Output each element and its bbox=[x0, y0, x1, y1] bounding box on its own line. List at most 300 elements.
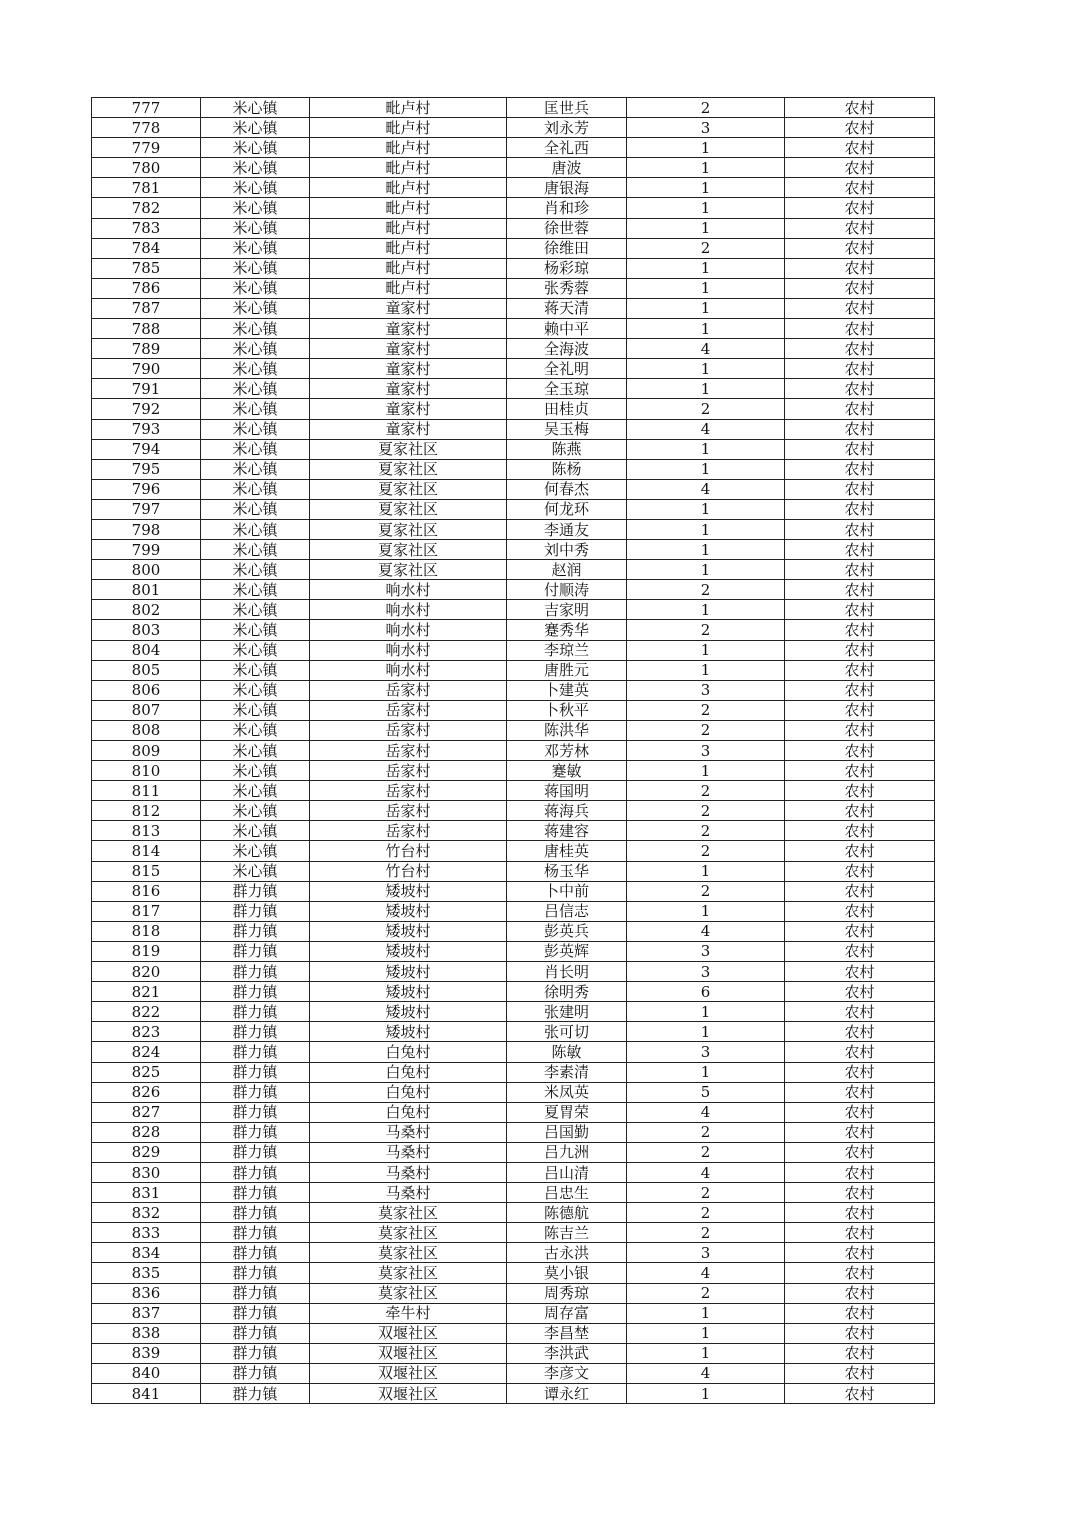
cell-index: 817 bbox=[92, 901, 201, 921]
cell-village: 白兔村 bbox=[310, 1082, 507, 1102]
cell-count: 1 bbox=[627, 519, 785, 539]
cell-count: 1 bbox=[627, 1323, 785, 1343]
cell-index: 800 bbox=[92, 560, 201, 580]
cell-count: 2 bbox=[627, 1223, 785, 1243]
cell-type: 农村 bbox=[785, 258, 935, 278]
cell-town: 米心镇 bbox=[201, 278, 310, 298]
cell-town: 群力镇 bbox=[201, 921, 310, 941]
cell-type: 农村 bbox=[785, 218, 935, 238]
cell-village: 莫家社区 bbox=[310, 1263, 507, 1283]
cell-type: 农村 bbox=[785, 741, 935, 761]
cell-type: 农村 bbox=[785, 399, 935, 419]
cell-count: 1 bbox=[627, 901, 785, 921]
cell-village: 马桑村 bbox=[310, 1122, 507, 1142]
cell-village: 马桑村 bbox=[310, 1142, 507, 1162]
cell-index: 838 bbox=[92, 1323, 201, 1343]
cell-town: 米心镇 bbox=[201, 178, 310, 198]
cell-count: 2 bbox=[627, 580, 785, 600]
table-row bbox=[92, 801, 935, 821]
cell-index: 808 bbox=[92, 720, 201, 740]
cell-town: 群力镇 bbox=[201, 1283, 310, 1303]
cell-type: 农村 bbox=[785, 1343, 935, 1363]
table-row bbox=[92, 459, 935, 479]
cell-town: 米心镇 bbox=[201, 359, 310, 379]
cell-count: 5 bbox=[627, 1082, 785, 1102]
cell-village: 牵牛村 bbox=[310, 1303, 507, 1323]
cell-index: 802 bbox=[92, 600, 201, 620]
cell-name: 吕信志 bbox=[507, 901, 627, 921]
table-row bbox=[92, 379, 935, 399]
cell-count: 1 bbox=[627, 640, 785, 660]
cell-name: 蒋建容 bbox=[507, 821, 627, 841]
cell-village: 童家村 bbox=[310, 298, 507, 318]
table-row bbox=[92, 680, 935, 700]
cell-village: 毗卢村 bbox=[310, 138, 507, 158]
table-row bbox=[92, 1183, 935, 1203]
table-row bbox=[92, 781, 935, 801]
cell-town: 群力镇 bbox=[201, 1062, 310, 1082]
cell-type: 农村 bbox=[785, 278, 935, 298]
cell-name: 彭英兵 bbox=[507, 921, 627, 941]
cell-count: 4 bbox=[627, 921, 785, 941]
table-row bbox=[92, 982, 935, 1002]
cell-name: 蒋海兵 bbox=[507, 801, 627, 821]
table-row bbox=[92, 1062, 935, 1082]
cell-name: 唐桂英 bbox=[507, 841, 627, 861]
cell-index: 785 bbox=[92, 258, 201, 278]
table-row bbox=[92, 1263, 935, 1283]
cell-index: 823 bbox=[92, 1022, 201, 1042]
cell-village: 岳家村 bbox=[310, 720, 507, 740]
table-row bbox=[92, 519, 935, 539]
cell-count: 4 bbox=[627, 1363, 785, 1383]
cell-count: 1 bbox=[627, 359, 785, 379]
table-row bbox=[92, 1082, 935, 1102]
cell-index: 836 bbox=[92, 1283, 201, 1303]
table-row bbox=[92, 1343, 935, 1363]
cell-count: 1 bbox=[627, 540, 785, 560]
cell-count: 1 bbox=[627, 439, 785, 459]
cell-town: 米心镇 bbox=[201, 821, 310, 841]
cell-type: 农村 bbox=[785, 1323, 935, 1343]
table-row bbox=[92, 580, 935, 600]
cell-village: 竹台村 bbox=[310, 841, 507, 861]
cell-type: 农村 bbox=[785, 158, 935, 178]
cell-town: 群力镇 bbox=[201, 1022, 310, 1042]
cell-village: 毗卢村 bbox=[310, 178, 507, 198]
cell-village: 马桑村 bbox=[310, 1183, 507, 1203]
table-row bbox=[92, 419, 935, 439]
cell-count: 1 bbox=[627, 1384, 785, 1404]
cell-type: 农村 bbox=[785, 1243, 935, 1263]
cell-index: 827 bbox=[92, 1102, 201, 1122]
cell-village: 白兔村 bbox=[310, 1102, 507, 1122]
cell-town: 米心镇 bbox=[201, 419, 310, 439]
cell-type: 农村 bbox=[785, 178, 935, 198]
cell-count: 1 bbox=[627, 1022, 785, 1042]
cell-town: 群力镇 bbox=[201, 1122, 310, 1142]
cell-index: 822 bbox=[92, 1002, 201, 1022]
cell-type: 农村 bbox=[785, 660, 935, 680]
cell-name: 全玉琼 bbox=[507, 379, 627, 399]
cell-name: 付顺涛 bbox=[507, 580, 627, 600]
cell-type: 农村 bbox=[785, 1384, 935, 1404]
cell-count: 4 bbox=[627, 419, 785, 439]
cell-count: 3 bbox=[627, 1243, 785, 1263]
cell-type: 农村 bbox=[785, 821, 935, 841]
cell-town: 米心镇 bbox=[201, 499, 310, 519]
cell-count: 1 bbox=[627, 761, 785, 781]
cell-village: 夏家社区 bbox=[310, 560, 507, 580]
cell-town: 米心镇 bbox=[201, 218, 310, 238]
cell-town: 群力镇 bbox=[201, 1243, 310, 1263]
cell-type: 农村 bbox=[785, 1022, 935, 1042]
cell-name: 蹇敏 bbox=[507, 761, 627, 781]
cell-town: 米心镇 bbox=[201, 258, 310, 278]
table-row bbox=[92, 298, 935, 318]
cell-town: 米心镇 bbox=[201, 540, 310, 560]
cell-index: 806 bbox=[92, 680, 201, 700]
cell-town: 米心镇 bbox=[201, 379, 310, 399]
cell-type: 农村 bbox=[785, 98, 935, 118]
cell-town: 米心镇 bbox=[201, 720, 310, 740]
cell-town: 群力镇 bbox=[201, 901, 310, 921]
cell-type: 农村 bbox=[785, 560, 935, 580]
table-row bbox=[92, 620, 935, 640]
cell-name: 卜秋平 bbox=[507, 700, 627, 720]
cell-count: 1 bbox=[627, 158, 785, 178]
cell-town: 米心镇 bbox=[201, 158, 310, 178]
cell-village: 童家村 bbox=[310, 419, 507, 439]
table-row bbox=[92, 1002, 935, 1022]
cell-name: 吕忠生 bbox=[507, 1183, 627, 1203]
cell-name: 张建明 bbox=[507, 1002, 627, 1022]
cell-name: 张可切 bbox=[507, 1022, 627, 1042]
table-row bbox=[92, 98, 935, 118]
cell-index: 793 bbox=[92, 419, 201, 439]
cell-count: 3 bbox=[627, 680, 785, 700]
cell-index: 787 bbox=[92, 298, 201, 318]
cell-index: 786 bbox=[92, 278, 201, 298]
cell-type: 农村 bbox=[785, 198, 935, 218]
cell-village: 矮坡村 bbox=[310, 962, 507, 982]
table-row bbox=[92, 339, 935, 359]
cell-index: 821 bbox=[92, 982, 201, 1002]
cell-village: 响水村 bbox=[310, 620, 507, 640]
cell-count: 1 bbox=[627, 1303, 785, 1323]
cell-village: 矮坡村 bbox=[310, 941, 507, 961]
cell-count: 4 bbox=[627, 1263, 785, 1283]
cell-town: 米心镇 bbox=[201, 861, 310, 881]
cell-village: 矮坡村 bbox=[310, 1022, 507, 1042]
cell-town: 米心镇 bbox=[201, 781, 310, 801]
cell-village: 毗卢村 bbox=[310, 258, 507, 278]
cell-index: 801 bbox=[92, 580, 201, 600]
cell-type: 农村 bbox=[785, 1183, 935, 1203]
data-table bbox=[91, 97, 935, 1404]
cell-type: 农村 bbox=[785, 1002, 935, 1022]
cell-count: 2 bbox=[627, 1183, 785, 1203]
cell-town: 米心镇 bbox=[201, 399, 310, 419]
table-body bbox=[92, 98, 935, 1404]
cell-village: 岳家村 bbox=[310, 680, 507, 700]
cell-count: 6 bbox=[627, 982, 785, 1002]
cell-index: 815 bbox=[92, 861, 201, 881]
cell-count: 2 bbox=[627, 801, 785, 821]
cell-village: 响水村 bbox=[310, 660, 507, 680]
cell-town: 米心镇 bbox=[201, 298, 310, 318]
cell-town: 米心镇 bbox=[201, 580, 310, 600]
cell-name: 赖中平 bbox=[507, 319, 627, 339]
cell-town: 群力镇 bbox=[201, 1203, 310, 1223]
cell-count: 1 bbox=[627, 1002, 785, 1022]
cell-name: 徐世蓉 bbox=[507, 218, 627, 238]
cell-index: 788 bbox=[92, 319, 201, 339]
cell-village: 双堰社区 bbox=[310, 1343, 507, 1363]
cell-town: 群力镇 bbox=[201, 1323, 310, 1343]
cell-village: 双堰社区 bbox=[310, 1363, 507, 1383]
cell-town: 群力镇 bbox=[201, 1042, 310, 1062]
cell-index: 829 bbox=[92, 1142, 201, 1162]
cell-count: 3 bbox=[627, 118, 785, 138]
cell-type: 农村 bbox=[785, 540, 935, 560]
cell-village: 夏家社区 bbox=[310, 499, 507, 519]
cell-index: 814 bbox=[92, 841, 201, 861]
table-row bbox=[92, 278, 935, 298]
cell-index: 834 bbox=[92, 1243, 201, 1263]
cell-town: 群力镇 bbox=[201, 1142, 310, 1162]
cell-type: 农村 bbox=[785, 1102, 935, 1122]
cell-count: 1 bbox=[627, 1343, 785, 1363]
cell-town: 群力镇 bbox=[201, 1384, 310, 1404]
cell-type: 农村 bbox=[785, 620, 935, 640]
cell-village: 毗卢村 bbox=[310, 218, 507, 238]
cell-name: 全礼明 bbox=[507, 359, 627, 379]
table-row bbox=[92, 178, 935, 198]
cell-village: 夏家社区 bbox=[310, 519, 507, 539]
cell-village: 矮坡村 bbox=[310, 1002, 507, 1022]
cell-town: 米心镇 bbox=[201, 319, 310, 339]
cell-name: 彭英辉 bbox=[507, 941, 627, 961]
cell-town: 米心镇 bbox=[201, 700, 310, 720]
cell-town: 米心镇 bbox=[201, 560, 310, 580]
cell-town: 群力镇 bbox=[201, 1303, 310, 1323]
table-row bbox=[92, 962, 935, 982]
cell-count: 1 bbox=[627, 278, 785, 298]
cell-village: 毗卢村 bbox=[310, 118, 507, 138]
cell-type: 农村 bbox=[785, 519, 935, 539]
table-row bbox=[92, 761, 935, 781]
cell-type: 农村 bbox=[785, 580, 935, 600]
cell-name: 唐胜元 bbox=[507, 660, 627, 680]
cell-type: 农村 bbox=[785, 720, 935, 740]
cell-name: 杨彩琼 bbox=[507, 258, 627, 278]
cell-count: 2 bbox=[627, 620, 785, 640]
cell-index: 777 bbox=[92, 98, 201, 118]
table-row bbox=[92, 821, 935, 841]
cell-type: 农村 bbox=[785, 640, 935, 660]
cell-count: 3 bbox=[627, 1042, 785, 1062]
cell-name: 李通友 bbox=[507, 519, 627, 539]
cell-name: 李洪武 bbox=[507, 1343, 627, 1363]
table-row bbox=[92, 198, 935, 218]
cell-type: 农村 bbox=[785, 1082, 935, 1102]
cell-name: 陈吉兰 bbox=[507, 1223, 627, 1243]
cell-village: 矮坡村 bbox=[310, 901, 507, 921]
cell-village: 毗卢村 bbox=[310, 198, 507, 218]
cell-type: 农村 bbox=[785, 238, 935, 258]
cell-index: 791 bbox=[92, 379, 201, 399]
cell-type: 农村 bbox=[785, 1203, 935, 1223]
cell-count: 2 bbox=[627, 1142, 785, 1162]
cell-name: 何春杰 bbox=[507, 479, 627, 499]
table-row bbox=[92, 499, 935, 519]
table-row bbox=[92, 479, 935, 499]
table-row bbox=[92, 1142, 935, 1162]
cell-name: 周存富 bbox=[507, 1303, 627, 1323]
cell-index: 805 bbox=[92, 660, 201, 680]
cell-type: 农村 bbox=[785, 1263, 935, 1283]
cell-index: 809 bbox=[92, 741, 201, 761]
cell-count: 3 bbox=[627, 941, 785, 961]
table-row bbox=[92, 600, 935, 620]
table-row bbox=[92, 138, 935, 158]
cell-index: 839 bbox=[92, 1343, 201, 1363]
table-row bbox=[92, 901, 935, 921]
cell-village: 莫家社区 bbox=[310, 1243, 507, 1263]
cell-type: 农村 bbox=[785, 499, 935, 519]
cell-count: 4 bbox=[627, 1162, 785, 1182]
table-row bbox=[92, 258, 935, 278]
cell-village: 双堰社区 bbox=[310, 1323, 507, 1343]
cell-name: 田桂贞 bbox=[507, 399, 627, 419]
table-row bbox=[92, 1223, 935, 1243]
cell-village: 毗卢村 bbox=[310, 278, 507, 298]
cell-count: 2 bbox=[627, 881, 785, 901]
cell-index: 794 bbox=[92, 439, 201, 459]
cell-village: 莫家社区 bbox=[310, 1223, 507, 1243]
cell-village: 竹台村 bbox=[310, 861, 507, 881]
table-row bbox=[92, 741, 935, 761]
cell-town: 群力镇 bbox=[201, 1363, 310, 1383]
cell-count: 2 bbox=[627, 98, 785, 118]
cell-village: 矮坡村 bbox=[310, 881, 507, 901]
cell-town: 群力镇 bbox=[201, 1102, 310, 1122]
cell-count: 3 bbox=[627, 741, 785, 761]
cell-index: 813 bbox=[92, 821, 201, 841]
cell-name: 周秀琼 bbox=[507, 1283, 627, 1303]
cell-town: 群力镇 bbox=[201, 941, 310, 961]
cell-index: 810 bbox=[92, 761, 201, 781]
cell-village: 童家村 bbox=[310, 319, 507, 339]
cell-village: 响水村 bbox=[310, 600, 507, 620]
table-row bbox=[92, 359, 935, 379]
cell-name: 李彦文 bbox=[507, 1363, 627, 1383]
cell-index: 824 bbox=[92, 1042, 201, 1062]
cell-village: 童家村 bbox=[310, 399, 507, 419]
cell-town: 米心镇 bbox=[201, 620, 310, 640]
cell-name: 吕国勤 bbox=[507, 1122, 627, 1142]
table-row bbox=[92, 700, 935, 720]
cell-village: 白兔村 bbox=[310, 1042, 507, 1062]
cell-village: 矮坡村 bbox=[310, 921, 507, 941]
cell-name: 赵润 bbox=[507, 560, 627, 580]
cell-village: 双堰社区 bbox=[310, 1384, 507, 1404]
table-row bbox=[92, 1022, 935, 1042]
cell-type: 农村 bbox=[785, 801, 935, 821]
cell-name: 唐波 bbox=[507, 158, 627, 178]
cell-type: 农村 bbox=[785, 439, 935, 459]
cell-town: 群力镇 bbox=[201, 1183, 310, 1203]
cell-count: 2 bbox=[627, 1203, 785, 1223]
table-row bbox=[92, 1363, 935, 1383]
cell-name: 吕山清 bbox=[507, 1162, 627, 1182]
table-row bbox=[92, 1323, 935, 1343]
cell-name: 杨玉华 bbox=[507, 861, 627, 881]
table-row bbox=[92, 640, 935, 660]
table-row bbox=[92, 1122, 935, 1142]
cell-index: 833 bbox=[92, 1223, 201, 1243]
cell-town: 米心镇 bbox=[201, 98, 310, 118]
cell-name: 刘中秀 bbox=[507, 540, 627, 560]
cell-village: 毗卢村 bbox=[310, 238, 507, 258]
cell-village: 童家村 bbox=[310, 379, 507, 399]
cell-town: 群力镇 bbox=[201, 982, 310, 1002]
cell-town: 群力镇 bbox=[201, 1263, 310, 1283]
cell-village: 岳家村 bbox=[310, 821, 507, 841]
cell-index: 783 bbox=[92, 218, 201, 238]
cell-count: 2 bbox=[627, 720, 785, 740]
cell-index: 816 bbox=[92, 881, 201, 901]
cell-count: 1 bbox=[627, 499, 785, 519]
cell-index: 804 bbox=[92, 640, 201, 660]
table-row bbox=[92, 218, 935, 238]
cell-name: 邓芳林 bbox=[507, 741, 627, 761]
cell-type: 农村 bbox=[785, 600, 935, 620]
cell-type: 农村 bbox=[785, 118, 935, 138]
table-row bbox=[92, 439, 935, 459]
table-row bbox=[92, 158, 935, 178]
cell-village: 矮坡村 bbox=[310, 982, 507, 1002]
cell-name: 陈洪华 bbox=[507, 720, 627, 740]
cell-index: 837 bbox=[92, 1303, 201, 1323]
cell-type: 农村 bbox=[785, 298, 935, 318]
cell-name: 全海波 bbox=[507, 339, 627, 359]
cell-name: 徐维田 bbox=[507, 238, 627, 258]
cell-type: 农村 bbox=[785, 962, 935, 982]
cell-name: 全礼西 bbox=[507, 138, 627, 158]
cell-type: 农村 bbox=[785, 700, 935, 720]
cell-name: 夏胃荣 bbox=[507, 1102, 627, 1122]
cell-index: 796 bbox=[92, 479, 201, 499]
cell-count: 1 bbox=[627, 1062, 785, 1082]
cell-index: 797 bbox=[92, 499, 201, 519]
cell-town: 米心镇 bbox=[201, 841, 310, 861]
cell-index: 820 bbox=[92, 962, 201, 982]
cell-town: 米心镇 bbox=[201, 640, 310, 660]
table-row bbox=[92, 1162, 935, 1182]
cell-index: 780 bbox=[92, 158, 201, 178]
cell-name: 古永洪 bbox=[507, 1243, 627, 1263]
cell-town: 米心镇 bbox=[201, 660, 310, 680]
cell-town: 群力镇 bbox=[201, 1343, 310, 1363]
cell-count: 1 bbox=[627, 861, 785, 881]
cell-village: 响水村 bbox=[310, 640, 507, 660]
cell-index: 803 bbox=[92, 620, 201, 640]
cell-type: 农村 bbox=[785, 841, 935, 861]
cell-name: 蒋天清 bbox=[507, 298, 627, 318]
cell-town: 米心镇 bbox=[201, 519, 310, 539]
